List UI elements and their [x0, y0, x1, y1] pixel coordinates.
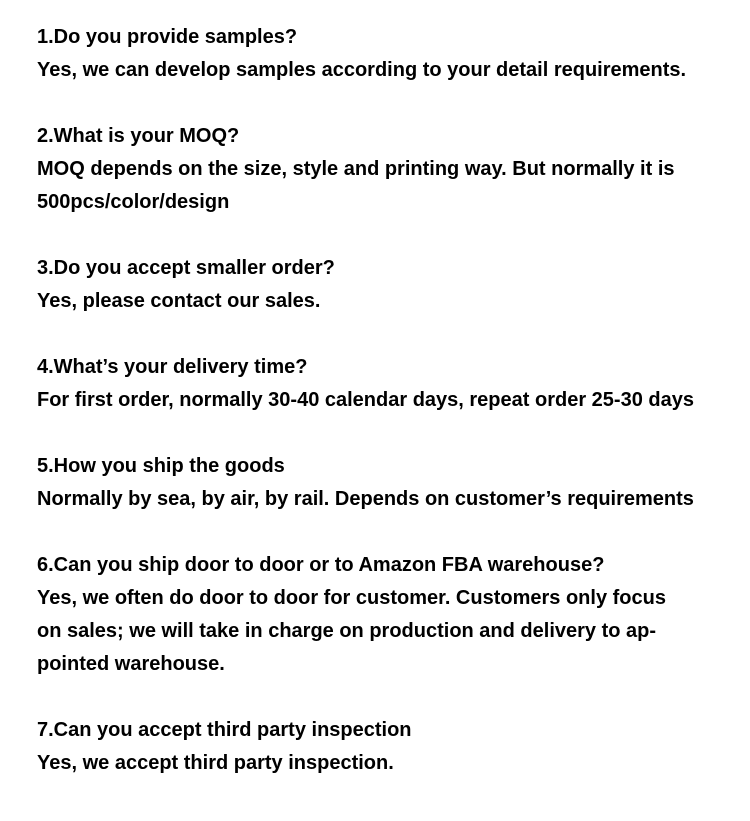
faq-item-5	[37, 450, 737, 516]
faq-item-3	[37, 252, 737, 318]
faq-question-6: 6.Can you ship door to door or to Amazon FBA warehouse?	[37, 554, 605, 576]
faq-answer-3-line-1: Yes, please contact our sales.	[37, 290, 321, 312]
faq-item-7	[37, 714, 737, 780]
faq-answer-2-line-2: 500pcs/color/design	[37, 191, 230, 213]
faq-answer-2-line-1: MOQ depends on the size, style and printing way. But normally it is	[37, 158, 675, 180]
faq-item-1	[37, 21, 737, 87]
faq-question-5: 5.How you ship the goods	[37, 455, 285, 477]
faq-question-3: 3.Do you accept smaller order?	[37, 257, 335, 279]
faq-item-4	[37, 351, 737, 417]
faq-question-4: 4.What’s your delivery time?	[37, 356, 308, 378]
faq-question-7: 7.Can you accept third party inspection	[37, 719, 412, 741]
faq-answer-4-line-1: For first order, normally 30-40 calendar days, repeat order 25-30 days	[37, 389, 694, 411]
faq-question-1: 1.Do you provide samples?	[37, 26, 298, 48]
faq-answer-5-line-1: Normally by sea, by air, by rail. Depends on customer’s requirements	[37, 488, 694, 510]
faq-list	[37, 21, 737, 813]
faq-item-2	[37, 120, 737, 219]
faq-item-6	[37, 549, 737, 681]
faq-answer-1-line-1: Yes, we can develop samples according to your detail requirements.	[37, 59, 687, 81]
faq-answer-6-line-1: Yes, we often do door to door for customer. Customers only focus	[37, 587, 666, 609]
faq-answer-6-line-2: on sales; we will take in charge on production and delivery to ap-	[37, 620, 657, 642]
faq-answer-7-line-1: Yes, we accept third party inspection.	[37, 752, 394, 774]
faq-question-2: 2.What is your MOQ?	[37, 125, 240, 147]
faq-answer-6-line-3: pointed warehouse.	[37, 653, 225, 675]
